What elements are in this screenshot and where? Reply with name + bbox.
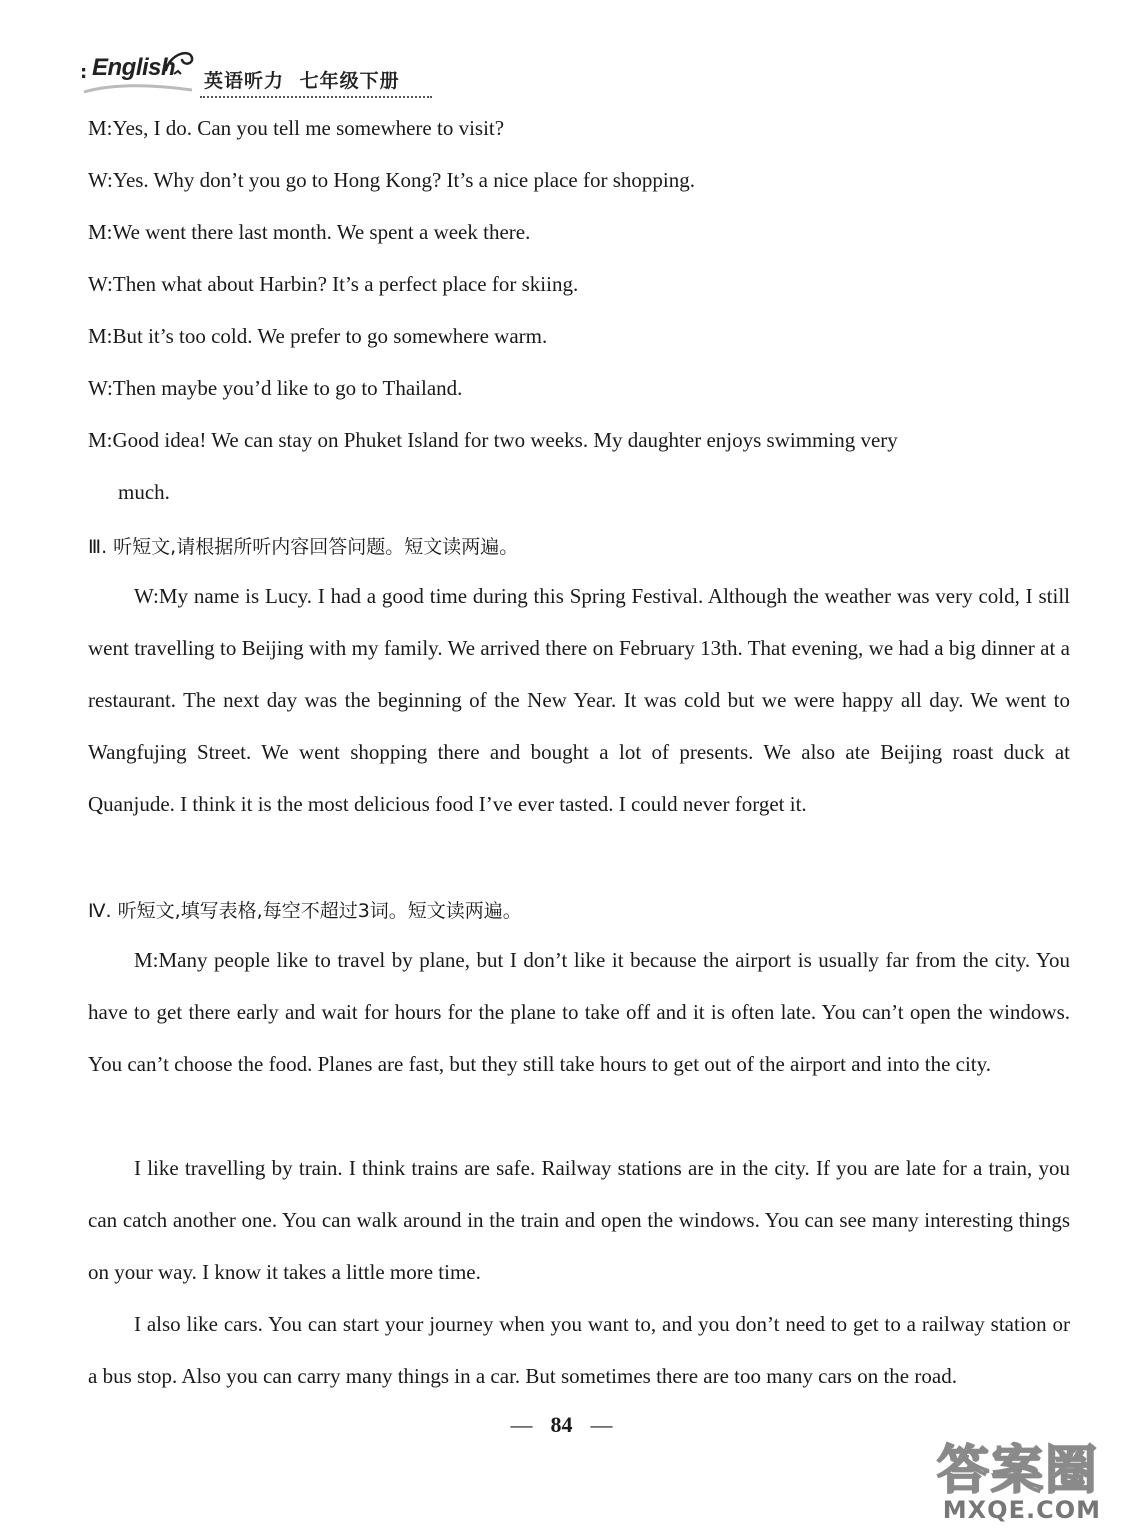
header-title: 英语听力 七年级下册	[204, 70, 400, 92]
page-header	[80, 44, 440, 100]
paragraph-text: M:Many people like to travel by plane, but I don’t like it because the airport is usually far from the city. You have to get there early and wait for hours for the plane to take off and it is often late. You can’t open the windows. You can’t choose the food. Planes are fast, but they still take hours to get out of the airport and into the city.	[88, 948, 1070, 1076]
watermark-url: MXQE.COM	[942, 1496, 1101, 1524]
dialogue-line: W:Then maybe you’d like to go to Thailand.	[88, 376, 463, 400]
watermark	[937, 1428, 1107, 1528]
paragraph-text: I like travelling by train. I think trains are safe. Railway stations are in the city. If you are late for a train, you can catch another one. You can walk around in the train and open the windows. You can see many interesting things on your way. I know it takes a little more time.	[88, 1156, 1070, 1284]
logo-text: English	[92, 54, 176, 81]
section-3-passage	[88, 570, 1070, 830]
dialogue-line: W:Yes. Why don’t you go to Hong Kong? It’s a nice place for shopping.	[88, 168, 695, 192]
dialogue-line: W:Then what about Harbin? It’s a perfect place for skiing.	[88, 272, 579, 296]
dialogue-line: M:Yes, I do. Can you tell me somewhere to visit?	[88, 116, 505, 140]
logo-swirl-icon	[160, 44, 200, 80]
page-number: — 84 —	[510, 1412, 613, 1437]
section-4-paragraph	[88, 1142, 1070, 1298]
dialogue-line: M:We went there last month. We spent a week there.	[88, 220, 531, 244]
section-3-heading: Ⅲ. 听短文,请根据所听内容回答问题。短文读两遍。	[88, 536, 519, 558]
section-4-paragraph	[88, 934, 1070, 1090]
section-4-heading: Ⅳ. 听短文,填写表格,每空不超过3词。短文读两遍。	[88, 900, 522, 922]
watermark-logo: 答案圈	[937, 1441, 1100, 1501]
logo-swoosh-icon	[80, 82, 200, 96]
dialogue-line: much.	[118, 480, 170, 504]
header-dotted-rule	[200, 96, 432, 98]
section-3-text: W:My name is Lucy. I had a good time during this Spring Festival. Although the weather was very cold, I still went travelling to Beijing with my family. We arrived there on February 13th. That evening, we had a big dinner at a restaurant. The next day was the beginning of the New Year. It was cold but we were happy all day. We went to Wangfujing Street. We went shopping there and bought a lot of presents. We also ate Beijing roast duck at Quanjude. I think it is the most delicious food I’ve ever tasted. I could never forget it.	[88, 584, 1070, 816]
section-4-paragraph	[88, 1298, 1070, 1402]
logo-deco-left: :	[80, 62, 88, 83]
dialogue-line: M:Good idea! We can stay on Phuket Island for two weeks. My daughter enjoys swimming very	[88, 428, 898, 452]
dialogue-line: M:But it’s too cold. We prefer to go somewhere warm.	[88, 324, 548, 348]
paragraph-text: I also like cars. You can start your journey when you want to, and you don’t need to get to a railway station or a bus stop. Also you can carry many things in a car. But sometimes there are too many cars on the road.	[88, 1312, 1070, 1388]
page-number-value: 84	[550, 1412, 573, 1437]
